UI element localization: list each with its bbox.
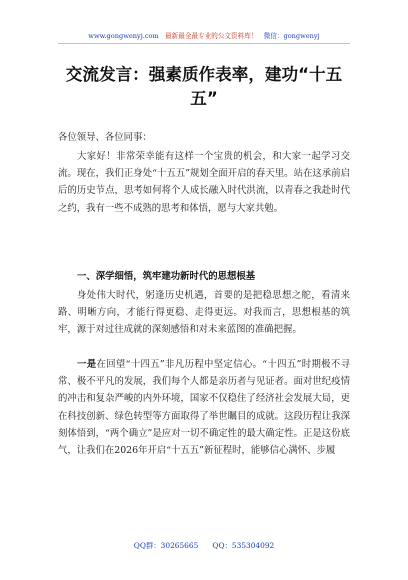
site-header bbox=[0, 30, 408, 40]
section-heading: 一、深学细悟，筑牢建功新时代的思想根基 bbox=[77, 271, 256, 282]
point-lead: 一是 bbox=[77, 359, 97, 370]
header-divider bbox=[58, 43, 350, 44]
qq-group: QQ群：30265665 bbox=[133, 541, 199, 550]
qq-contact: QQ：535304092 bbox=[212, 541, 275, 550]
site-url-link[interactable]: www.gongwenyj.com bbox=[88, 32, 159, 40]
salutation: 各位领导、各位同事： bbox=[58, 132, 152, 143]
intro-paragraph: 大家好！非常荣幸能有这样一个宝贵的机会，和大家一起学习交流。现在，我们正身处“十五五”规划全面开启的春天里。站在这承前启后的历史节点，思考如何将个人成长融入时代洪流，以青春之我赴时代之约，我有一些不成熟的思考和体悟，愿与大家共勉。 bbox=[58, 151, 350, 214]
body-paragraph: 身处伟大时代，躬逢历史机遇，首要的是把稳思想之舵，看清来路、明晰方向，才能行得更稳、走得更远。对我而言，思想根基的筑牢，源于对过往成就的深刻感悟和对未来蓝图的准确把握。 bbox=[58, 290, 350, 336]
body-paragraph-point-one bbox=[58, 356, 350, 459]
site-tagline: 最新最全最专业的公文资料库！ bbox=[165, 32, 258, 40]
page-footer bbox=[0, 540, 408, 551]
document-title: 交流发言：强素质作表率，建功“十五五” bbox=[65, 65, 343, 108]
wechat-id: 微信：gongwenyj bbox=[263, 32, 320, 40]
point-body: 在回望“十四五”非凡历程中坚定信心。“十四五”时期极不寻常、极不平凡的发展，我们每个人都是亲历者与见证者。面对世纪疫情的冲击和复杂严峻的内外环境，国家不仅稳住了经济社会发展大局，更在科技创新、绿色转型等方面取得了举世瞩目的成就。这段历程让我深刻体悟到，“两个确立”是应对一切不确定性的最大确定性。正是这份底气，让我们在2026年开启“十五五”新征程时，能够信心满怀、步履 bbox=[58, 359, 350, 457]
